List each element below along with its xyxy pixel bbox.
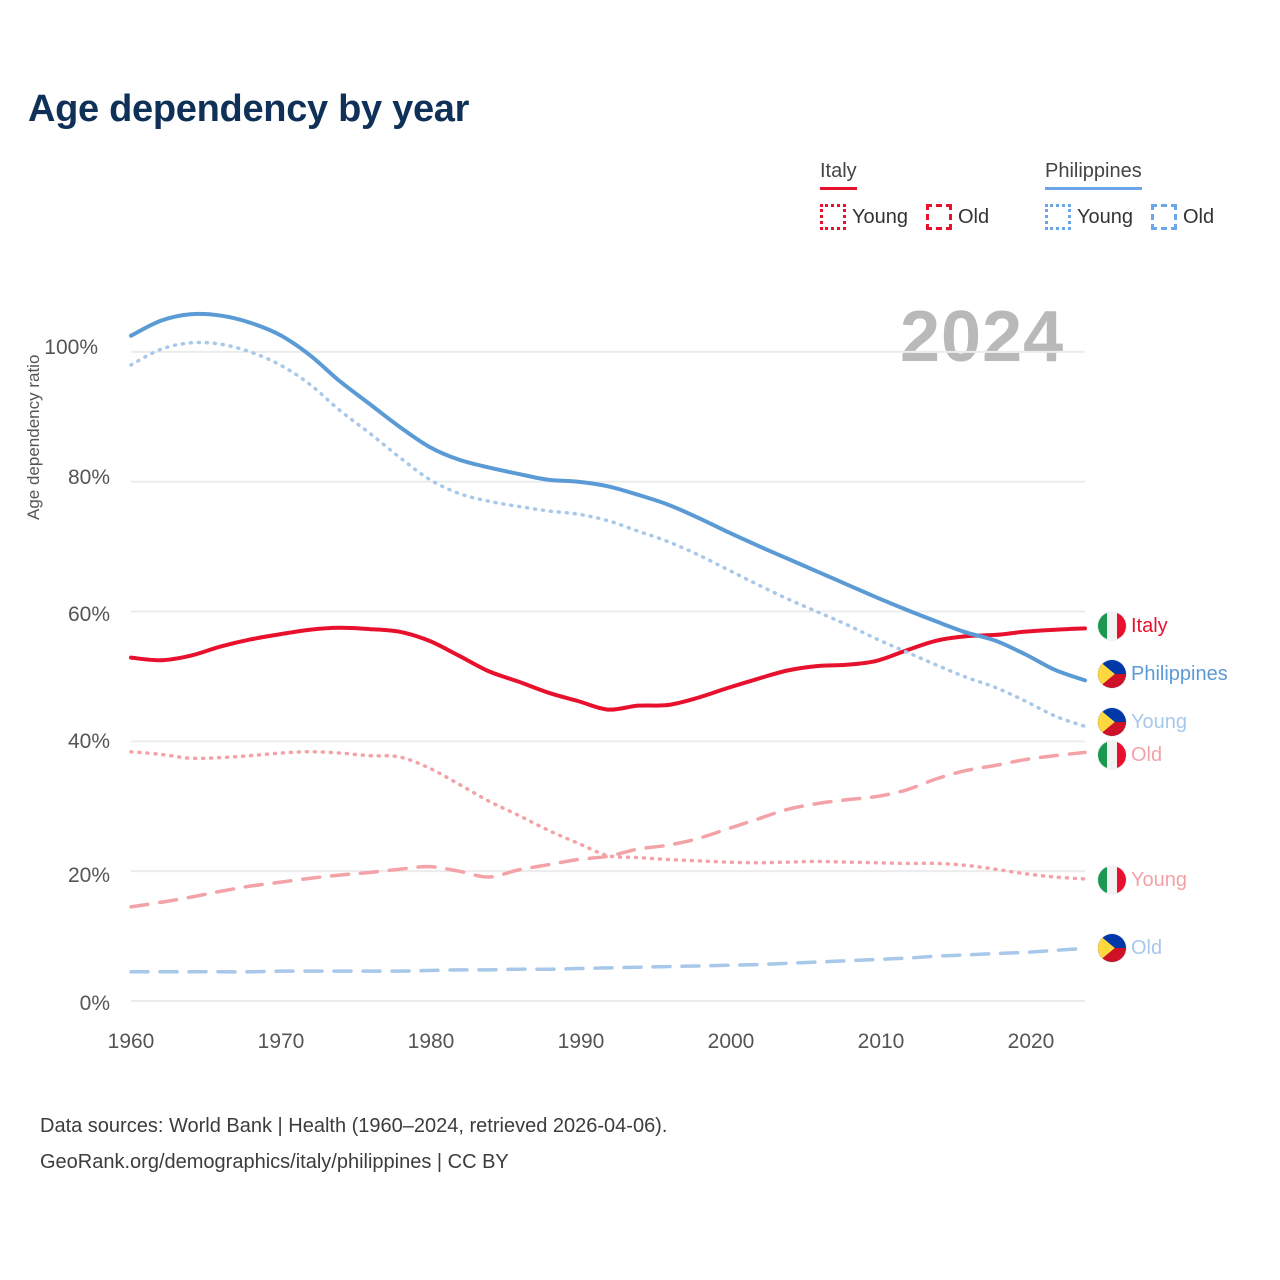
end-label-text: Old (1131, 937, 1163, 959)
end-label-text: Old (1131, 744, 1163, 766)
end-label-philippines-total (1098, 660, 1228, 688)
gridlines (131, 352, 1085, 1001)
series-line-philippines-old (131, 948, 1085, 971)
philippines-flag-icon (1098, 934, 1126, 962)
series-lines (131, 314, 1085, 972)
legend-item-label: Old (1183, 205, 1215, 228)
y-tick-60: 60% (67, 603, 110, 626)
italy-flag-icon (1098, 612, 1126, 640)
series-line-italy-young (131, 752, 1085, 879)
italy-flag-icon (1098, 741, 1126, 769)
x-tick-1980: 1980 (407, 1030, 455, 1053)
legend-item-label: Old (958, 205, 990, 228)
end-label-philippines-old (1098, 934, 1162, 962)
end-label-text: Philippines (1131, 663, 1228, 685)
page-title: Age dependency by year (28, 88, 470, 130)
y-tick-0: 0% (79, 992, 110, 1015)
x-tick-1970: 1970 (257, 1030, 305, 1053)
end-label-text: Young (1131, 869, 1187, 891)
end-label-italy-total (1098, 612, 1168, 640)
year-watermark: 2024 (900, 297, 1065, 377)
philippines-flag-icon (1098, 660, 1126, 688)
italy-flag-icon (1098, 866, 1126, 894)
legend-country-philippines: Philippines (1045, 160, 1142, 190)
series-line-italy-old (131, 752, 1085, 906)
y-tick-20: 20% (67, 864, 110, 887)
footer-line-sources: Data sources: World Bank | Health (1960–2024, retrieved 2026-04-06). (40, 1115, 668, 1137)
end-label-text: Italy (1131, 615, 1168, 637)
end-label-text: Young (1131, 711, 1187, 733)
y-tick-100: 100% (44, 336, 98, 359)
legend-country-italy: Italy (820, 160, 857, 190)
end-label-italy-young (1098, 866, 1187, 894)
y-tick-80: 80% (67, 466, 110, 489)
footer-line-attribution: GeoRank.org/demographics/italy/philippines | CC BY (40, 1151, 509, 1173)
y-axis-label: Age dependency ratio (24, 354, 43, 520)
series-line-philippines-total (131, 314, 1085, 680)
end-label-philippines-young (1098, 708, 1187, 736)
philippines-flag-icon (1098, 708, 1126, 736)
x-tick-2020: 2020 (1007, 1030, 1055, 1053)
footer (40, 1108, 667, 1180)
x-tick-1960: 1960 (107, 1030, 155, 1053)
series-line-philippines-young (131, 342, 1085, 726)
x-tick-2000: 2000 (707, 1030, 755, 1053)
legend-item-label: Young (852, 205, 908, 228)
end-label-italy-old (1098, 741, 1162, 769)
y-tick-40: 40% (67, 730, 110, 753)
x-tick-1990: 1990 (557, 1030, 605, 1053)
x-tick-2010: 2010 (857, 1030, 905, 1053)
legend-item-label: Young (1077, 205, 1133, 228)
